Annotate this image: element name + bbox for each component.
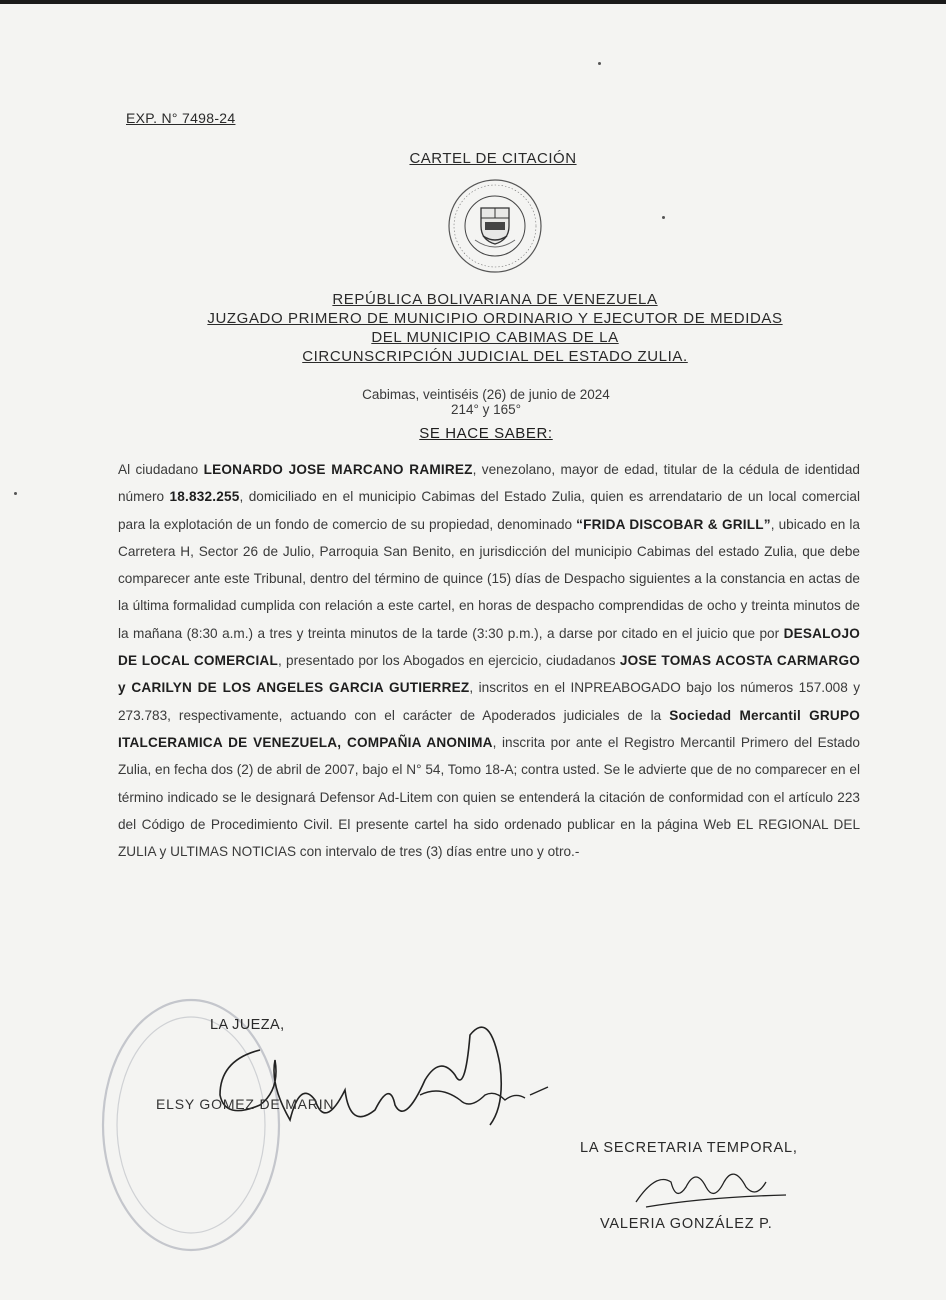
body-bold-segment: DESALOJO DE LOCAL COMERCIAL (118, 625, 860, 669)
body-segment: , presentado por los Abogados en ejercicio, ciudadanos (277, 653, 620, 669)
body-segment: , inscrita por ante el Registro Mercantil Primero del Estado Zulia, en fecha dos (2) de abril de 2007, bajo el N° 54, Tomo 18-A; contra usted. Se le advierte que de no comparecer en el término indicado se le designará Defensor Ad-Litem con quien se entenderá la citación de conformidad con el artículo 223 del Código de Procedimiento Civil. El presente cartel ha sido ordenado publicar en la página Web EL REGIONAL DEL ZULIA y ULTIMAS NOTICIAS con intervalo de tres (3) días entre uno y otro.- (118, 734, 860, 860)
heading-line: DEL MUNICIPIO CABIMAS DE LA (371, 329, 619, 346)
citation-body (118, 456, 860, 865)
scan-speck (598, 62, 601, 65)
heading-line: CIRCUNSCRIPCIÓN JUDICIAL DEL ESTADO ZULIA. (302, 348, 688, 365)
body-segment: , inscritos en el INPREABOGADO bajo los números 157.008 y 273.783, respectivamente, actuando con el carácter de Apoderados judiciales de la (118, 680, 861, 723)
body-bold-segment: “FRIDA DISCOBAR & GRILL” (576, 516, 771, 532)
judge-name: ELSY GOMEZ DE MARIN (156, 1096, 335, 1112)
scan-edge (0, 0, 946, 4)
body-segment: , domiciliado en el municipio Cabimas del Estado Zulia, quien es arrendatario de un local comercial para la explotación de un fondo de comercio de su propiedad, denominado (118, 489, 860, 532)
body-segment: , ubicado en la Carretera H, Sector 26 de Julio, Parroquia San Benito, en jurisdicción del municipio Cabimas del estado Zulia, que debe comparecer ante este Tribunal, dentro del término de quince (15) días de Despacho siguientes a la constancia en actas de la última formalidad cumplida con relación a este cartel, en horas de despacho comprendidas de ocho y treinta minutos de la mañana (8:30 a.m.) a tres y treinta minutos de la tarde (3:30 p.m.), a darse por citado en el juicio que por (118, 516, 860, 641)
place-date-block (286, 387, 686, 417)
se-hace-saber: SE HACE SABER: (419, 425, 553, 442)
coat-of-arms-seal-icon (447, 178, 543, 274)
years: 214° y 165° (450, 402, 522, 417)
secretary-name: VALERIA GONZÁLEZ P. (600, 1216, 773, 1232)
body-bold-segment: LEONARDO JOSE MARCANO RAMIREZ (203, 462, 473, 477)
body-bold-segment: JOSE TOMAS ACOSTA CARMARGO y CARILYN DE LOS ANGELES GARCIA GUTIERREZ (118, 653, 860, 696)
judge-signature-icon (190, 1020, 590, 1140)
heading-line: JUZGADO PRIMERO DE MUNICIPIO ORDINARIO Y EJECUTOR DE MEDIDAS (207, 310, 783, 327)
body-bold-segment: Sociedad Mercantil GRUPO ITALCERAMICA DE VENEZUELA, COMPAÑIA ANONIMA (118, 707, 860, 750)
court-heading (170, 290, 820, 366)
secretary-title: LA SECRETARIA TEMPORAL, (580, 1140, 798, 1156)
body-segment: , venezolano, mayor de edad, titular de la cédula de identidad número (118, 462, 860, 505)
body-bold-segment: 18.832.255 (169, 489, 240, 505)
scan-speck (662, 216, 665, 219)
scan-speck (14, 492, 17, 495)
document-title: CARTEL DE CITACIÓN (409, 150, 577, 167)
body-segment: Al ciudadano (118, 462, 204, 477)
heading-line: REPÚBLICA BOLIVARIANA DE VENEZUELA (332, 291, 658, 308)
expediente-number: EXP. N° 7498-24 (126, 110, 236, 126)
judge-title: LA JUEZA, (210, 1017, 285, 1033)
place-date: Cabimas, veintiséis (26) de junio de 2024 (362, 387, 610, 402)
secretary-signature-icon (626, 1162, 796, 1212)
